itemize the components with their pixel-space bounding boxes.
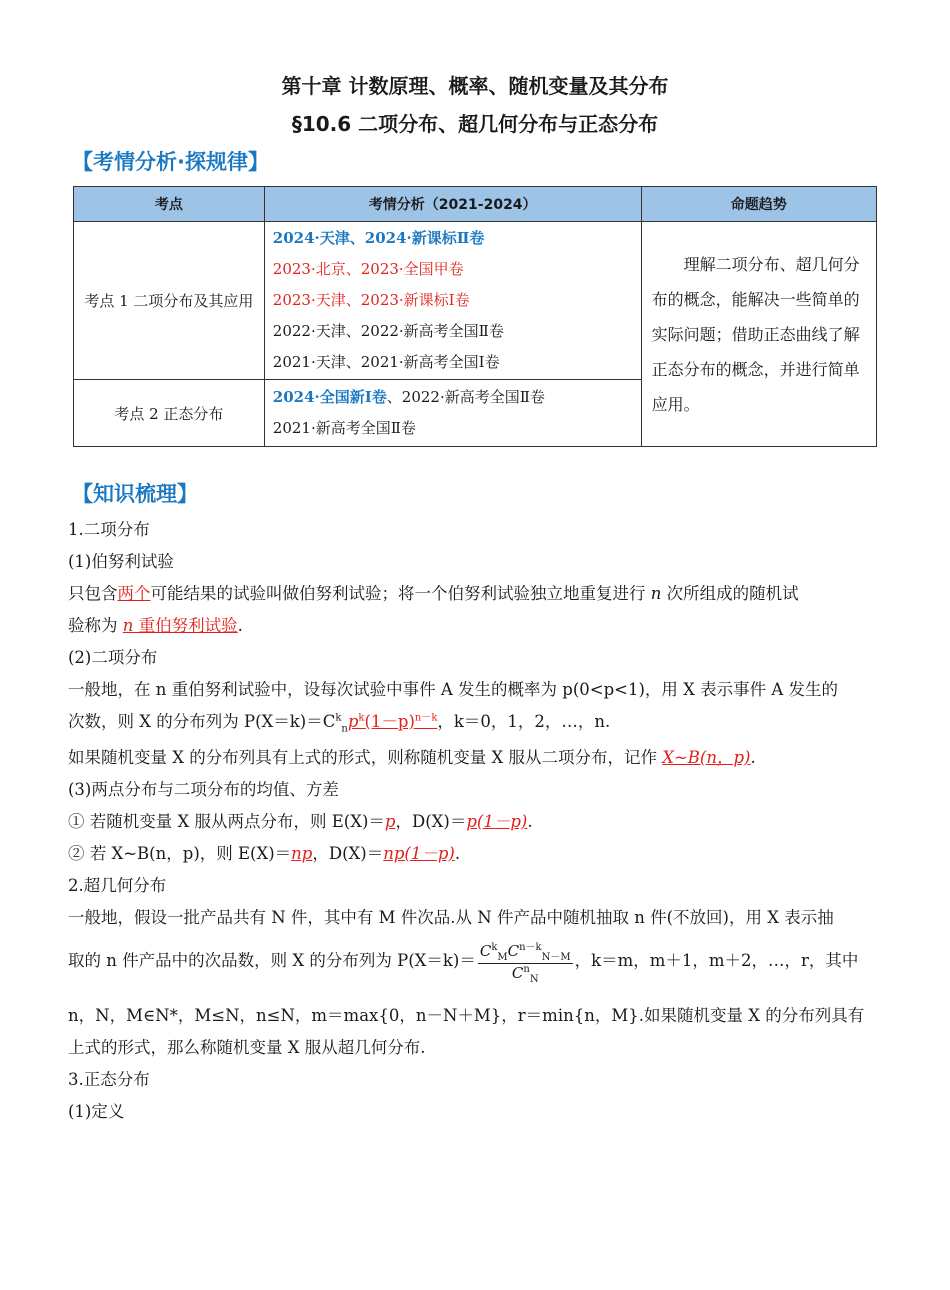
paragraph-line: 上式的形式，那么称随机变量 X 服从超几何分布.: [68, 1038, 426, 1057]
paragraph-line: 一般地，假设一批产品共有 N 件，其中有 M 件次品.从 N 件产品中随机抽取 n 件(不放回)，用 X 表示抽: [68, 908, 834, 927]
section-title: §10.6 二项分布、超几何分布与正态分布: [291, 112, 659, 136]
superscript: k: [335, 712, 342, 724]
subscript: N: [529, 974, 539, 985]
subheading: (2)二项分布: [68, 648, 158, 667]
paragraph-line: [68, 580, 799, 604]
text: 如果随机变量 X 的分布列具有上式的形式，则称随机变量 X 服从二项分布，记作: [68, 748, 663, 767]
analysis-line: [273, 382, 633, 413]
paragraph-line: 一般地，在 n 重伯努利试验中，设每次试验中事件 A 发生的概率为 p(0<p<1)，用 X 表示事件 A 发生的: [68, 680, 839, 699]
text: ① 若随机变量 X 服从两点分布，则 E(X)＝: [68, 812, 385, 831]
fill-blank: [348, 712, 438, 731]
superscript: k: [358, 712, 365, 724]
col-header-topic: 考点: [74, 187, 265, 222]
subheading: 1.二项分布: [68, 520, 150, 539]
trend-text: 理解二项分布、超几何分布的概念，能解决一些简单的实际问题；借助正态曲线了解正态分布的概念，并进行简单应用。: [651, 254, 860, 414]
variable: p: [347, 712, 359, 731]
paragraph-line: [68, 938, 858, 985]
fraction-denominator: [478, 964, 573, 985]
text: .: [527, 812, 533, 831]
analysis-line: 2022·天津、2022·新高考全国Ⅱ卷: [272, 322, 504, 340]
superscript: k: [491, 942, 498, 953]
subheading: (1)伯努利试验: [68, 552, 174, 571]
subheading: 3.正态分布: [68, 1070, 150, 1089]
fill-blank: X~B(n，p): [662, 748, 751, 767]
col-header-trend: 命题趋势: [641, 187, 876, 222]
fill-blank: p: [384, 812, 396, 831]
analysis-line: 2021·天津、2021·新高考全国Ⅰ卷: [272, 353, 500, 371]
text: 只包含: [68, 584, 118, 603]
analysis-line: 2024·天津、2024·新课标Ⅱ卷: [272, 229, 485, 247]
paragraph-line: n，N，M∈N*，M≤N，n≤N，m＝max{0，n－N＋M}，r＝min{n，M}.如果随机变量 X 的分布列具有: [68, 1006, 865, 1025]
text: .: [237, 616, 243, 635]
table-row: [74, 222, 877, 380]
superscript: n－k: [519, 942, 542, 953]
knowledge-heading: 【知识梳理】: [72, 482, 198, 506]
text: 次所组成的随机试: [661, 584, 799, 603]
paragraph-line: [68, 612, 243, 636]
text: .: [750, 748, 756, 767]
text: .: [454, 844, 461, 863]
subscript: N－M: [541, 952, 571, 963]
subscript: M: [497, 952, 508, 963]
table-header-row: [74, 187, 877, 222]
text: ，k＝0，1，2，…，n.: [437, 712, 611, 731]
analysis-line: 2023·北京、2023·全国甲卷: [272, 260, 464, 278]
col-header-analysis: 考情分析（2021-2024）: [264, 187, 641, 222]
analysis-line-rest: 、2022·新高考全国Ⅱ卷: [386, 388, 545, 406]
subheading: (3)两点分布与二项分布的均值、方差: [68, 780, 339, 799]
topic2-cell: 考点 2 正态分布: [74, 380, 265, 447]
topic2-analysis-cell: [264, 380, 641, 447]
analysis-line: 2023·天津、2023·新课标Ⅰ卷: [272, 291, 470, 309]
topic1-analysis-cell: [264, 222, 641, 380]
analysis-table: [73, 186, 877, 447]
text: ，D(X)＝: [312, 844, 384, 863]
text: ，D(X)＝: [395, 812, 467, 831]
analysis-line: 2021·新高考全国Ⅱ卷: [272, 419, 416, 437]
fill-blank: np(1－p): [383, 844, 455, 863]
variable: n: [122, 616, 134, 635]
fill-blank: 两个: [117, 584, 151, 603]
analysis-line-highlight: 2024·全国新Ⅰ卷: [272, 388, 387, 406]
text: 重伯努利试验: [133, 616, 238, 635]
superscript: n－k: [414, 712, 438, 724]
fill-blank: np: [291, 844, 313, 863]
text: 取的 n 件产品中的次品数，则 X 的分布列为 P(X＝k)＝: [68, 951, 476, 970]
subheading: 2.超几何分布: [68, 876, 167, 895]
chapter-title: 第十章 计数原理、概率、随机变量及其分布: [281, 74, 669, 98]
variable: C: [479, 942, 492, 960]
text: 次数，则 X 的分布列为 P(X＝k)＝C: [68, 712, 336, 731]
analysis-heading: 【考情分析·探规律】: [72, 150, 269, 174]
text: 可能结果的试验叫做伯努利试验；将一个伯努利试验独立地重复进行: [150, 584, 651, 603]
topic1-cell: 考点 1 二项分布及其应用: [74, 222, 265, 380]
fill-blank: [123, 616, 238, 635]
text: ② 若 X~B(n，p)，则 E(X)＝: [68, 844, 292, 863]
fraction-numerator: [478, 938, 573, 964]
paragraph-line: [68, 708, 610, 734]
variable: C: [511, 964, 524, 982]
trend-cell: [641, 222, 876, 447]
fraction: [478, 938, 573, 985]
superscript: n: [523, 964, 530, 975]
variable: n: [650, 584, 662, 603]
paragraph-line: [68, 840, 460, 864]
text: (1－p): [364, 712, 415, 731]
text: 验称为: [68, 616, 123, 635]
fill-blank: p(1－p): [466, 812, 528, 831]
subscript: n: [341, 723, 348, 735]
paragraph-line: [68, 744, 756, 768]
variable: C: [507, 942, 520, 960]
paragraph-line: [68, 808, 533, 832]
subheading: (1)定义: [68, 1102, 125, 1121]
text: ，k＝m，m＋1，m＋2，…，r，其中: [574, 951, 859, 970]
